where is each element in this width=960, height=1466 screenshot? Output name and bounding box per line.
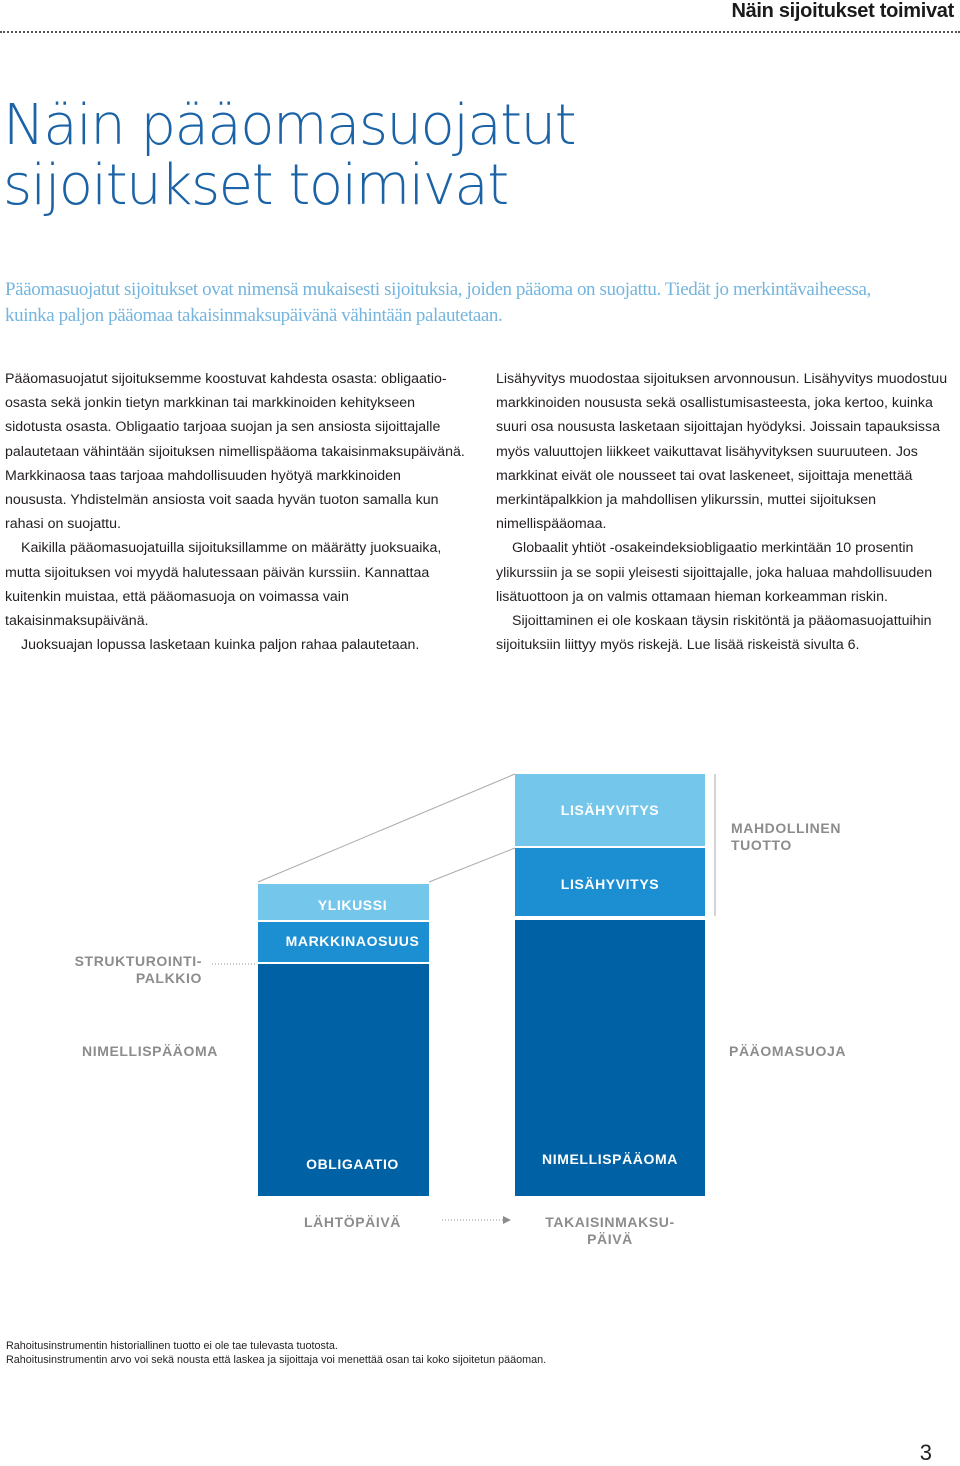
body-right-paragraph-1: Lisähyvitys muodostaa sijoituksen arvonnousun. Lisähyvitys muodostuu markkinoiden noususta sekä osallistumisasteesta, joka kertoo, kuinka suuri osa noususta lasketaan sijoittajan hyödyksi. Joissain tapauksissa myös valuuttojen liikkeet vaikuttavat lisähyvityksen suuruuteen. Jos markkinat eivät ole nousseet tai ovat laskeneet, sijoittaja menettää merkintäpalkkion ja mahdollisen ylikurssin, muttei sijoituksen nimellispääomaa. [496, 371, 948, 533]
body-left-paragraph-2: Kaikilla pääomasuojatuilla sijoituksillamme on määrätty juoksuaika, mutta sijoituksen voi myydä halutessaan päivän kurssiin. Kannattaa kuitenkin muistaa, että pääomasuoja on voimassa vain takaisinmaksupäivänä. [5, 540, 442, 630]
body-left-paragraph-3: Juoksuajan lopussa lasketaan kuinka paljon rahaa palautetaan. [21, 637, 420, 654]
lisahyvitys-top-label: LISÄHYVITYS [560, 802, 660, 818]
takaisinmaksupaiva-label-line-2: PÄIVÄ [587, 1231, 633, 1247]
footer-line-1: Rahoitusinstrumentin historiallinen tuotto ei ole tae tulevasta tuotosta. [6, 1340, 338, 1352]
body-right-paragraph-3: Sijoittaminen ei ole koskaan täysin riskitöntä ja pääomasuojattuihin sijoituksiin liittyy myös riskejä. Lue lisää riskeistä sivulta 6. [496, 613, 932, 654]
body-right-paragraph-2: Globaalit yhtiöt -osakeindeksiobligaatio merkintään 10 prosentin ylikurssiin ja se sopii yleisesti sijoittajalle, joka haluaa mahdollisuuden lisätuottoon ja on valmis ottamaan hieman korkeamman riskin. [496, 540, 933, 605]
markkinaosuus-label: MARKKINAOSUUS [285, 933, 420, 949]
frame-line-left [258, 774, 515, 882]
strukturointipalkkio-label-line-2: PALKKIO [135, 970, 202, 986]
footer-disclaimer [6, 1339, 546, 1367]
paaomasuoja-label: PÄÄOMASUOJA [729, 1043, 847, 1059]
takaisinmaksupaiva-label-line-1: TAKAISINMAKSU- [545, 1214, 675, 1230]
mahdollinen-tuotto-label: MAHDOLLINEN TUOTTO [731, 820, 842, 853]
obligaatio-label: OBLIGAATIO [306, 1156, 399, 1172]
frame-line-mid [429, 848, 515, 882]
strukturointipalkkio-label-line-1: STRUKTUROINTI- [74, 953, 202, 969]
lisahyvitys-mid-label: LISÄHYVITYS [560, 876, 660, 892]
page-number: 3 [919, 1440, 932, 1465]
ylikurssi-label: YLIKUSSI [317, 897, 388, 913]
lahtopaiva-label: LÄHTÖPÄIVÄ [304, 1214, 401, 1230]
intro-paragraph: Pääomasuojatut sijoitukset ovat nimensä mukaisesti sijoituksia, joiden pääoma on suojattu. Tiedät jo merkintävaiheessa, kuinka paljon pääomaa takaisinmaksupäivänä vähintään palautetaan. [5, 279, 871, 326]
nimellispaaoma-right-label: NIMELLISPÄÄOMA [542, 1151, 678, 1167]
footer-line-2: Rahoitusinstrumentin arvo voi sekä nousta että laskea ja sijoittaja voi menettää osan tai koko sijoitetun pääoman. [6, 1354, 547, 1366]
strukturointipalkkio-label [40, 953, 202, 987]
section-header-title: Näin sijoitukset toimivat [731, 0, 954, 22]
page-title-line-1: Näin pääomasuojatut [3, 93, 576, 158]
takaisinmaksupaiva-label [515, 1214, 705, 1248]
body-left-paragraph-1: Pääomasuojatut sijoituksemme koostuvat kahdesta osasta: obligaatio-osasta sekä jonkin tietyn markkinan tai markkinoiden kehitykseen sidotusta osasta. Obligaatio tarjoaa suojan ja sen ansiosta sijoittajalle palautetaan vähintään sijoituksen nimellispääoma takaisinmaksupäivänä. Markkinaosa taas tarjoaa mahdollisuuden hyötyä markkinoiden noususta. Yhdistelmän ansiosta voit saada hyvän tuoton samalla kun rahasi on suojattu. [5, 371, 465, 533]
page-title-line-2: sijoitukset toimivat [3, 153, 508, 218]
nimellispaaoma-left-label: NIMELLISPÄÄOMA [82, 1043, 218, 1059]
